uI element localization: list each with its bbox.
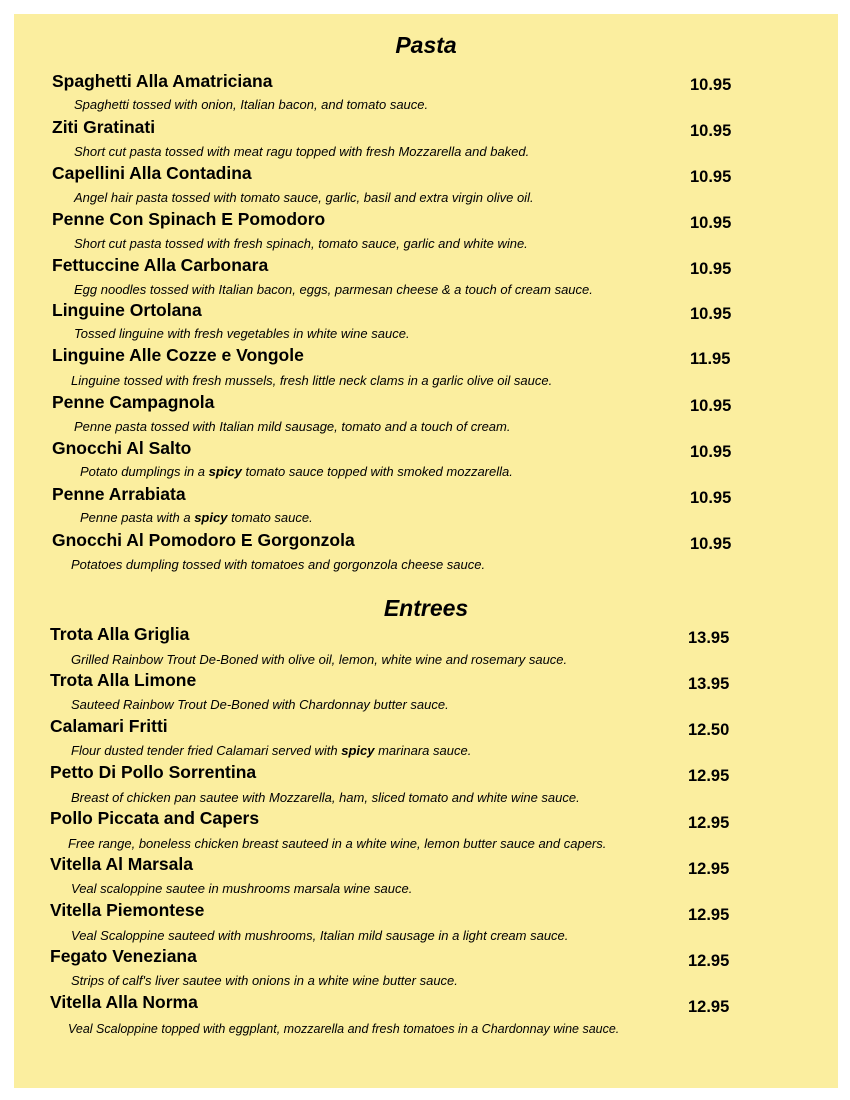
item-description: Tossed linguine with fresh vegetables in white wine sauce.: [74, 326, 410, 341]
item-description: Breast of chicken pan sautee with Mozzarella, ham, sliced tomato and white wine sauce.: [71, 790, 580, 805]
item-name: Penne Con Spinach E Pomodoro: [52, 209, 326, 229]
item-name: Vitella Alla Norma: [50, 992, 198, 1012]
item-name: Vitella Al Marsala: [50, 854, 193, 874]
item-price: 10.95: [690, 535, 732, 553]
section-title-pasta: Pasta: [395, 32, 457, 58]
item-name: Trota Alla Limone: [50, 670, 197, 690]
spicy-tag: spicy: [341, 743, 375, 758]
item-name: Fegato Veneziana: [50, 946, 197, 966]
item-description: Veal Scaloppine topped with eggplant, mozzarella and fresh tomatoes in a Chardonnay wine sauce.: [68, 1022, 620, 1036]
item-description: Penne pasta tossed with Italian mild sausage, tomato and a touch of cream.: [74, 419, 511, 434]
item-description: Veal Scaloppine sauteed with mushrooms, Italian mild sausage in a light cream sauce.: [71, 928, 569, 943]
item-price: 10.95: [690, 443, 732, 461]
menu-page: [14, 14, 838, 1088]
item-name: Spaghetti Alla Amatriciana: [52, 71, 273, 91]
item-name: Trota Alla Griglia: [50, 624, 190, 644]
item-name: Penne Arrabiata: [52, 484, 186, 504]
item-price: 12.95: [688, 906, 730, 924]
item-description: Free range, boneless chicken breast sauteed in a white wine, lemon butter sauce and capers.: [68, 836, 607, 851]
item-price: 10.95: [690, 76, 732, 94]
item-price: 13.95: [688, 675, 730, 693]
item-price: 12.95: [688, 998, 730, 1016]
item-price: 12.95: [688, 814, 730, 832]
item-price: 10.95: [690, 214, 732, 232]
item-name: Ziti Gratinati: [52, 117, 156, 137]
spicy-tag: spicy: [194, 510, 228, 525]
item-description: Flour dusted tender fried Calamari served with spicy marinara sauce.: [71, 743, 472, 758]
item-description: Potatoes dumpling tossed with tomatoes and gorgonzola cheese sauce.: [71, 557, 486, 572]
item-description: Angel hair pasta tossed with tomato sauce, garlic, basil and extra virgin olive oil.: [74, 190, 534, 205]
item-description: Grilled Rainbow Trout De-Boned with olive oil, lemon, white wine and rosemary sauce.: [71, 652, 568, 667]
item-description: Egg noodles tossed with Italian bacon, eggs, parmesan cheese & a touch of cream sauce.: [74, 282, 593, 297]
section-title-entrees: Entrees: [383, 595, 469, 621]
item-description: Linguine tossed with fresh mussels, fresh little neck clams in a garlic olive oil sauce.: [71, 373, 553, 388]
item-price: 10.95: [690, 168, 732, 186]
item-description: Strips of calf's liver sautee with onions in a white wine butter sauce.: [71, 973, 458, 988]
item-name: Pollo Piccata and Capers: [50, 808, 260, 828]
item-name: Linguine Alle Cozze e Vongole: [52, 345, 304, 365]
item-name: Petto Di Pollo Sorrentina: [50, 762, 257, 782]
spicy-tag: spicy: [208, 464, 242, 479]
item-description: Potato dumplings in a spicy tomato sauce topped with smoked mozzarella.: [80, 464, 513, 479]
item-description: Short cut pasta tossed with meat ragu topped with fresh Mozzarella and baked.: [74, 144, 530, 159]
item-name: Gnocchi Al Pomodoro E Gorgonzola: [52, 530, 355, 550]
item-name: Penne Campagnola: [52, 392, 215, 412]
item-price: 11.95: [690, 350, 731, 368]
item-description: Short cut pasta tossed with fresh spinach, tomato sauce, garlic and white wine.: [74, 236, 528, 251]
item-name: Linguine Ortolana: [52, 300, 202, 320]
item-price: 10.95: [690, 305, 732, 323]
item-name: Vitella Piemontese: [50, 900, 205, 920]
item-price: 10.95: [690, 489, 732, 507]
item-price: 12.50: [688, 721, 730, 739]
item-description: Penne pasta with a spicy tomato sauce.: [80, 510, 313, 525]
item-name: Gnocchi Al Salto: [52, 438, 192, 458]
item-description: Veal scaloppine sautee in mushrooms marsala wine sauce.: [71, 881, 413, 896]
item-price: 12.95: [688, 860, 730, 878]
item-price: 12.95: [688, 952, 730, 970]
item-description: Spaghetti tossed with onion, Italian bacon, and tomato sauce.: [74, 97, 429, 112]
item-price: 13.95: [688, 629, 730, 647]
item-price: 10.95: [690, 260, 732, 278]
item-name: Capellini Alla Contadina: [52, 163, 252, 183]
item-description: Sauteed Rainbow Trout De-Boned with Chardonnay butter sauce.: [71, 697, 449, 712]
item-price: 10.95: [690, 122, 732, 140]
item-price: 10.95: [690, 397, 732, 415]
item-name: Fettuccine Alla Carbonara: [52, 255, 269, 275]
item-name: Calamari Fritti: [50, 716, 168, 736]
item-price: 12.95: [688, 767, 730, 785]
